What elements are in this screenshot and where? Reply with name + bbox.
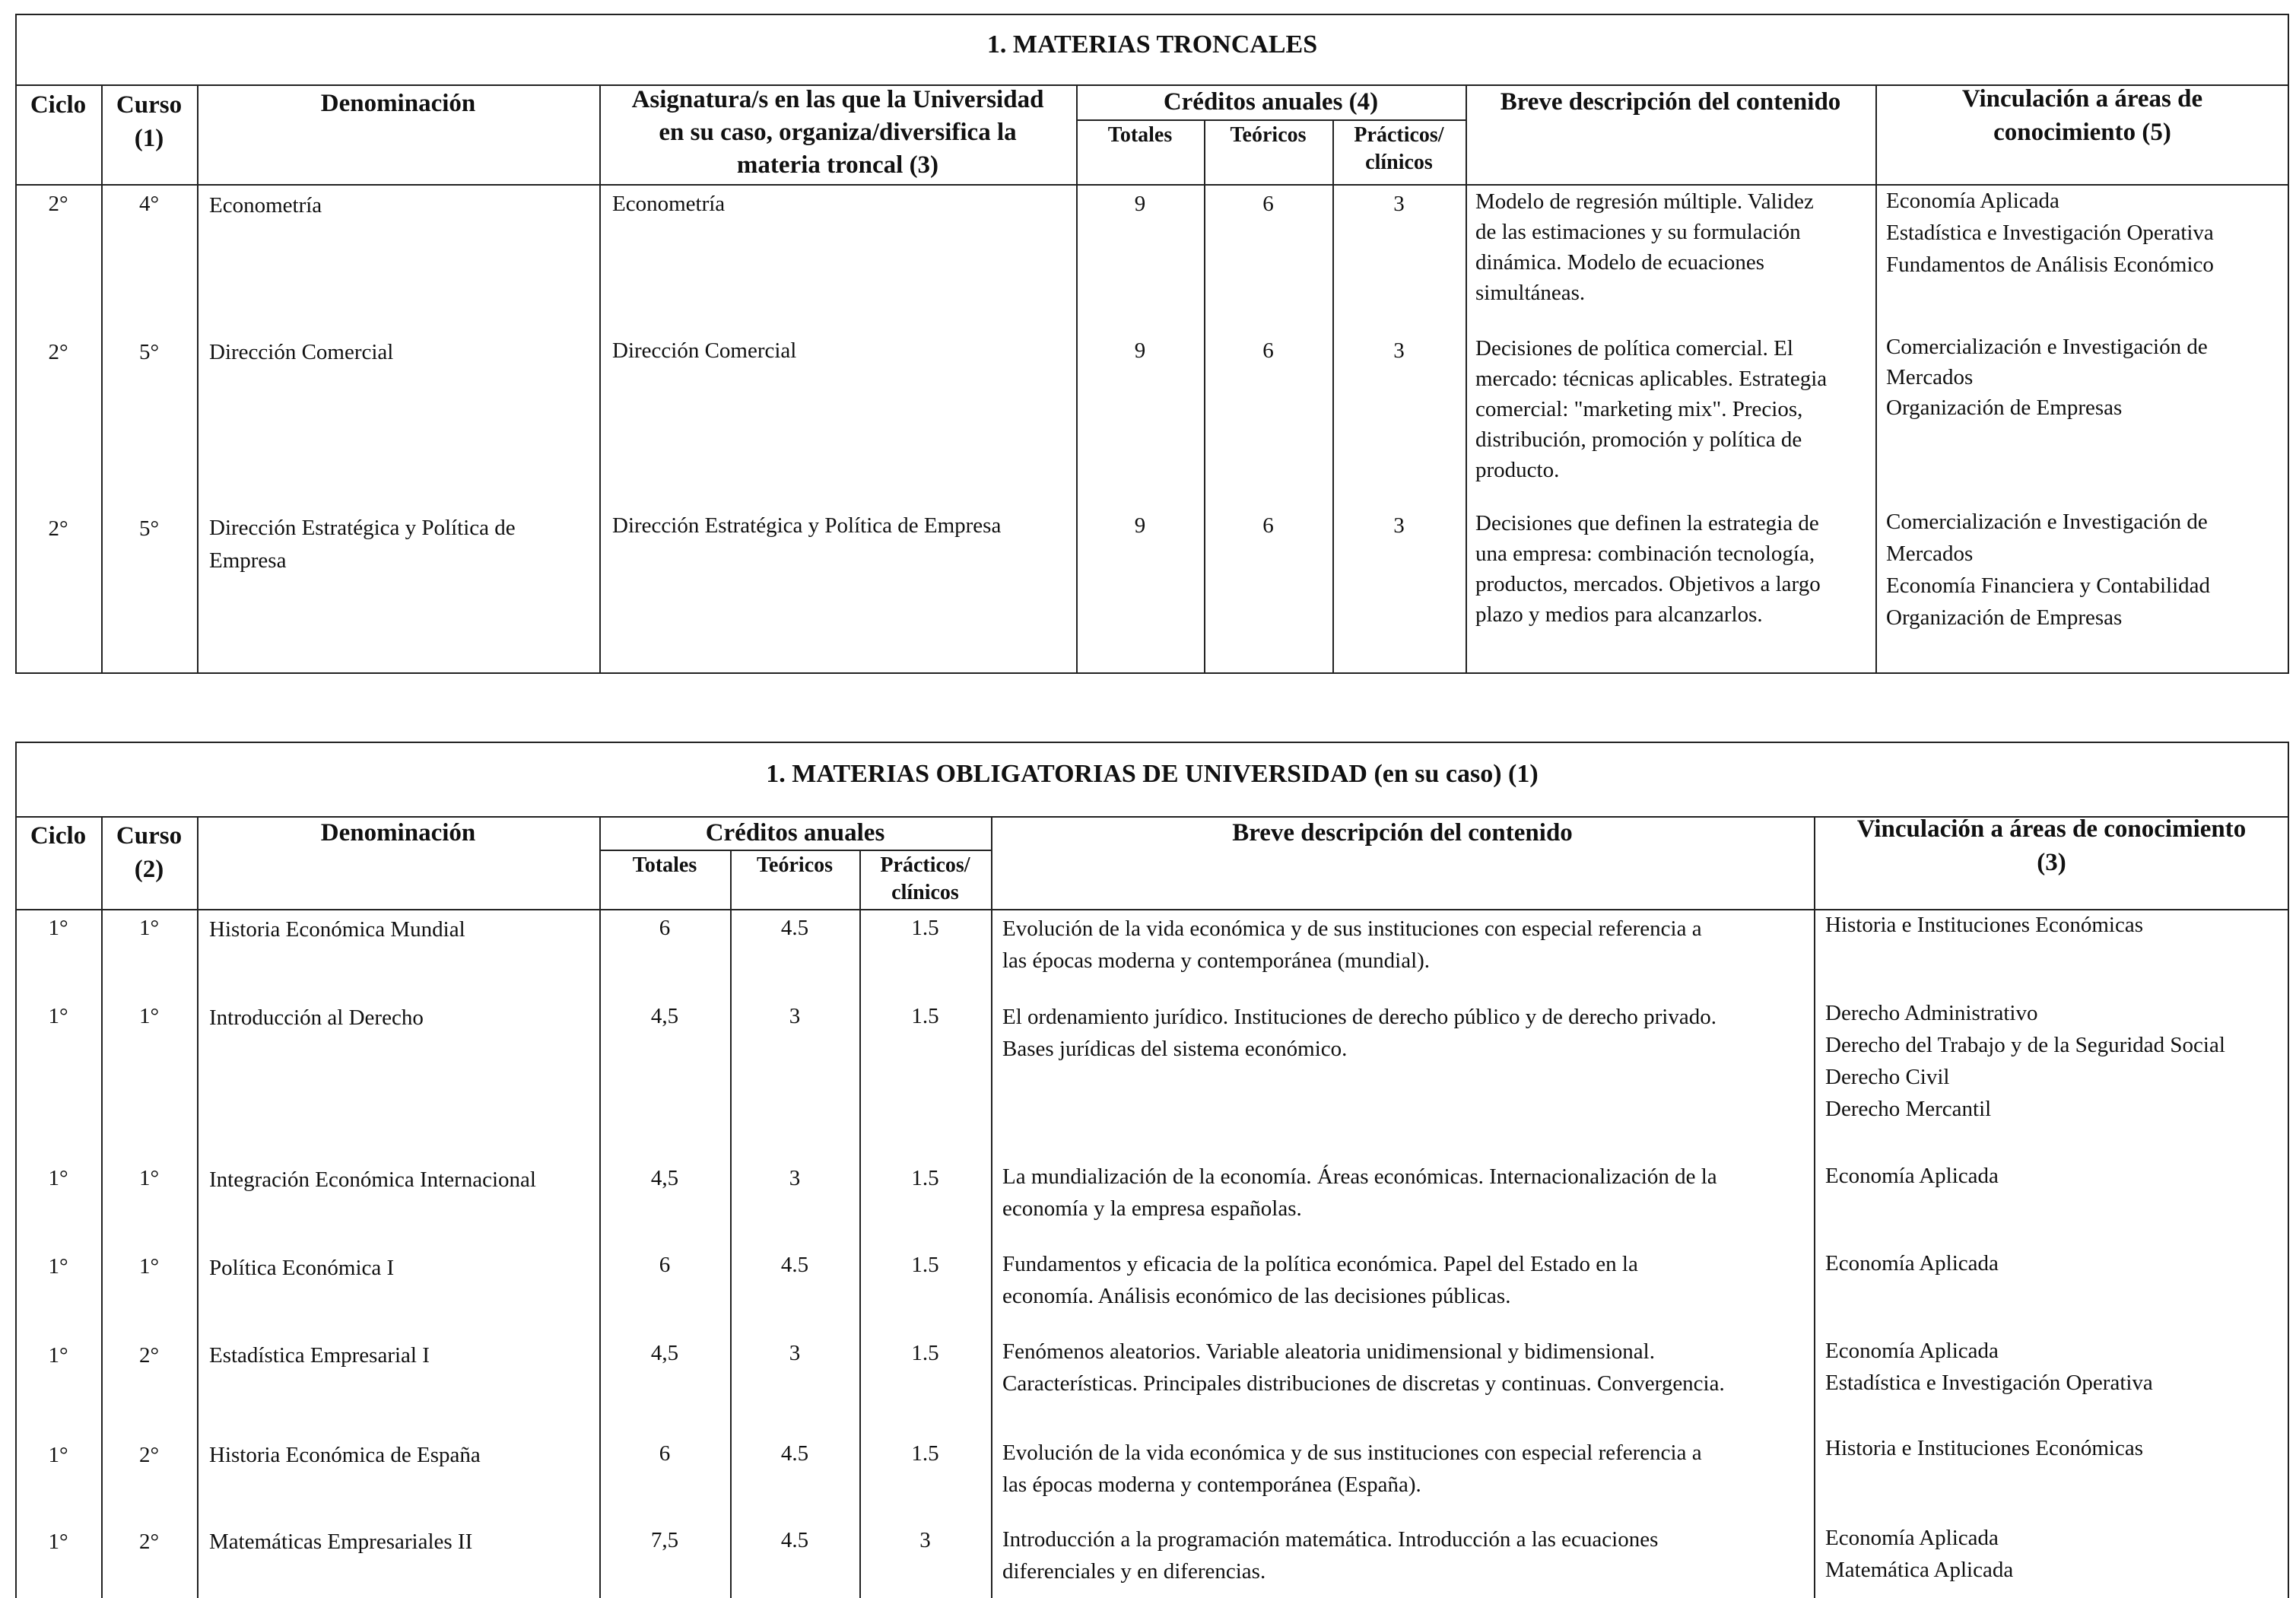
row-vinculacion: Comercialización e Investigación de Mercados Organización de Empresas — [1886, 335, 2208, 420]
troncales-header-totales: Totales — [1107, 123, 1173, 147]
row-curso: 2° — [138, 1443, 160, 1467]
troncales-header-curso: Curso (1) — [116, 91, 183, 152]
row-descripcion: Fundamentos y eficacia de la política económica. Papel del Estado en la economía. Análisis económico de las decisiones públicas. — [1002, 1252, 1638, 1308]
row-ciclo: 2° — [48, 340, 68, 364]
troncales-header-descripcion: Breve descripción del contenido — [1500, 88, 1841, 116]
row-denominacion: Historia Económica Mundial — [209, 917, 465, 942]
row-descripcion: Evolución de la vida económica y de sus instituciones con especial referencia a las épocas moderna y contemporánea (España). — [1002, 1441, 1702, 1497]
obligatorias-credits-divider — [599, 850, 991, 851]
row-denominacion: Política Económica I — [209, 1256, 395, 1280]
row-vinculacion: Economía Aplicada Estadística e Investigación Operativa Fundamentos de Análisis Económico — [1886, 189, 2214, 277]
row-teoricos: 4.5 — [780, 1253, 809, 1277]
row-denominacion: Matemáticas Empresariales II — [209, 1530, 473, 1554]
troncales-col-divider — [1875, 84, 1877, 674]
row-teoricos: 6 — [1262, 338, 1274, 363]
troncales-col-divider — [1076, 84, 1078, 674]
row-teoricos: 3 — [789, 1341, 801, 1365]
obligatorias-header-vinculacion: Vinculación a áreas de conocimiento (3) — [1856, 815, 2247, 876]
row-curso: 1° — [138, 1254, 160, 1279]
row-teoricos: 3 — [789, 1004, 801, 1028]
row-ciclo: 1° — [48, 1166, 68, 1190]
row-ciclo: 2° — [48, 192, 68, 216]
troncales-header-asignatura: Asignatura/s en las que la Universidad en su caso, organiza/diversifica la materia troncal (3) — [631, 86, 1044, 179]
row-ciclo: 1° — [48, 1443, 68, 1467]
row-curso: 5° — [138, 516, 160, 541]
troncales-header-teoricos: Teóricos — [1230, 123, 1307, 147]
troncales-credits-divider — [1076, 119, 1466, 121]
troncales-header-ciclo: Ciclo — [30, 91, 87, 119]
row-practicos: 1.5 — [911, 1004, 939, 1028]
obligatorias-header-curso: Curso (2) — [116, 822, 183, 883]
troncales-col-divider — [197, 84, 198, 674]
row-ciclo: 1° — [48, 1530, 68, 1554]
obligatorias-header-descripcion: Breve descripción del contenido — [1232, 819, 1573, 847]
row-vinculacion: Comercialización e Investigación de Mercados Economía Financiera y Contabilidad Organización de Empresas — [1886, 510, 2211, 630]
row-practicos: 3 — [1393, 513, 1405, 538]
row-teoricos: 3 — [789, 1166, 801, 1190]
row-totales: 4,5 — [650, 1341, 679, 1365]
obligatorias-col-divider — [859, 850, 861, 1598]
row-curso: 1° — [138, 1166, 160, 1190]
row-teoricos: 6 — [1262, 513, 1274, 538]
row-teoricos: 4.5 — [780, 1528, 809, 1552]
row-ciclo: 2° — [48, 516, 68, 541]
obligatorias-col-divider — [197, 816, 198, 1598]
troncales-header-vinculacion: Vinculación a áreas de conocimiento (5) — [1961, 85, 2203, 146]
troncales-col-divider — [101, 84, 103, 674]
row-descripcion: Modelo de regresión múltiple. Validez de las estimaciones y su formulación dinámica. Modelo de ecuaciones simultáneas. — [1475, 189, 1814, 305]
row-practicos: 1.5 — [911, 1341, 939, 1365]
row-descripcion: Decisiones de política comercial. El mercado: técnicas aplicables. Estrategia comercial: "marketing mix". Precios, distribución, promoción y política de producto. — [1475, 336, 1828, 482]
row-descripcion: La mundialización de la economía. Áreas económicas. Internacionalización de la economía y la empresa españolas. — [1002, 1164, 1717, 1221]
row-denominacion: Estadística Empresarial I — [209, 1343, 430, 1368]
obligatorias-header-practicos: Prácticos/ clínicos — [880, 853, 970, 904]
row-asignatura: Dirección Estratégica y Política de Empresa — [612, 513, 1002, 538]
row-denominacion: Introducción al Derecho — [209, 1006, 424, 1030]
row-vinculacion: Derecho Administrativo Derecho del Trabajo y de la Seguridad Social Derecho Civil Derecho Mercantil — [1825, 1001, 2225, 1121]
obligatorias-col-divider — [991, 816, 992, 1598]
row-denominacion: Dirección Estratégica y Política de Empresa — [209, 516, 516, 573]
troncales-col-divider — [1466, 84, 1467, 674]
row-practicos: 1.5 — [911, 1253, 939, 1277]
row-teoricos: 4.5 — [780, 1441, 809, 1466]
row-totales: 7,5 — [650, 1528, 679, 1552]
troncales-header-creditos: Créditos anuales (4) — [1163, 88, 1379, 116]
row-practicos: 1.5 — [911, 1166, 939, 1190]
row-curso: 5° — [138, 340, 160, 364]
obligatorias-header-totales: Totales — [632, 853, 697, 877]
row-denominacion: Integración Económica Internacional — [209, 1168, 536, 1192]
row-descripcion: Evolución de la vida económica y de sus instituciones con especial referencia a las épocas moderna y contemporánea (mundial). — [1002, 917, 1702, 973]
obligatorias-header-ciclo: Ciclo — [30, 822, 87, 850]
troncales-title: 1. MATERIAS TRONCALES — [986, 30, 1318, 59]
row-descripcion: Introducción a la programación matemática. Introducción a las ecuaciones diferenciales y en diferencias. — [1002, 1527, 1659, 1584]
row-ciclo: 1° — [48, 1004, 68, 1028]
row-vinculacion: Economía Aplicada — [1825, 1251, 1999, 1276]
row-denominacion: Dirección Comercial — [209, 340, 394, 364]
row-totales: 6 — [659, 916, 671, 940]
row-vinculacion: Economía Aplicada — [1825, 1164, 1999, 1188]
obligatorias-header-denominacion: Denominación — [320, 819, 476, 847]
row-totales: 9 — [1134, 192, 1146, 216]
row-teoricos: 6 — [1262, 192, 1274, 216]
row-descripcion: Decisiones que definen la estrategia de una empresa: combinación tecnología, productos, mercados. Objetivos a largo plazo y medios para alcanzarlos. — [1475, 511, 1821, 627]
row-curso: 4° — [138, 192, 160, 216]
row-vinculacion: Economía Aplicada Matemática Aplicada — [1825, 1526, 2014, 1582]
row-vinculacion: Economía Aplicada Estadística e Investigación Operativa — [1825, 1339, 2153, 1395]
row-totales: 6 — [659, 1253, 671, 1277]
row-practicos: 3 — [1393, 192, 1405, 216]
row-descripcion: Fenómenos aleatorios. Variable aleatoria unidimensional y bidimensional. Características. Principales distribuciones de discretas y continuas. Convergencia. — [1002, 1339, 1725, 1396]
row-totales: 9 — [1134, 338, 1146, 363]
row-vinculacion: Historia e Instituciones Económicas — [1825, 913, 2143, 937]
row-asignatura: Dirección Comercial — [612, 338, 797, 363]
row-asignatura: Econometría — [612, 192, 726, 216]
row-ciclo: 1° — [48, 1254, 68, 1279]
row-ciclo: 1° — [48, 1343, 68, 1368]
row-practicos: 3 — [919, 1528, 931, 1552]
row-descripcion: El ordenamiento jurídico. Instituciones de derecho público y de derecho privado. Bases jurídicas del sistema económico. — [1002, 1005, 1716, 1061]
obligatorias-header-creditos: Créditos anuales — [705, 819, 885, 847]
troncales-header-denominacion: Denominación — [320, 90, 476, 117]
row-teoricos: 4.5 — [780, 916, 809, 940]
row-denominacion: Historia Económica de España — [209, 1443, 481, 1467]
obligatorias-title: 1. MATERIAS OBLIGATORIAS DE UNIVERSIDAD (en su caso) (1) — [766, 760, 1539, 788]
row-totales: 9 — [1134, 513, 1146, 538]
row-practicos: 1.5 — [911, 916, 939, 940]
obligatorias-header-teoricos: Teóricos — [756, 853, 834, 877]
troncales-header-practicos: Prácticos/ clínicos — [1354, 123, 1444, 174]
row-curso: 1° — [138, 916, 160, 940]
row-practicos: 3 — [1393, 338, 1405, 363]
row-curso: 1° — [138, 1004, 160, 1028]
row-practicos: 1.5 — [911, 1441, 939, 1466]
row-curso: 2° — [138, 1343, 160, 1368]
row-vinculacion: Historia e Instituciones Económicas — [1825, 1436, 2143, 1460]
obligatorias-col-divider — [730, 850, 732, 1598]
row-totales: 4,5 — [650, 1166, 679, 1190]
row-totales: 6 — [659, 1441, 671, 1466]
row-curso: 2° — [138, 1530, 160, 1554]
row-denominacion: Econometría — [209, 193, 322, 218]
obligatorias-col-divider — [1814, 816, 1815, 1598]
row-ciclo: 1° — [48, 916, 68, 940]
row-totales: 4,5 — [650, 1004, 679, 1028]
